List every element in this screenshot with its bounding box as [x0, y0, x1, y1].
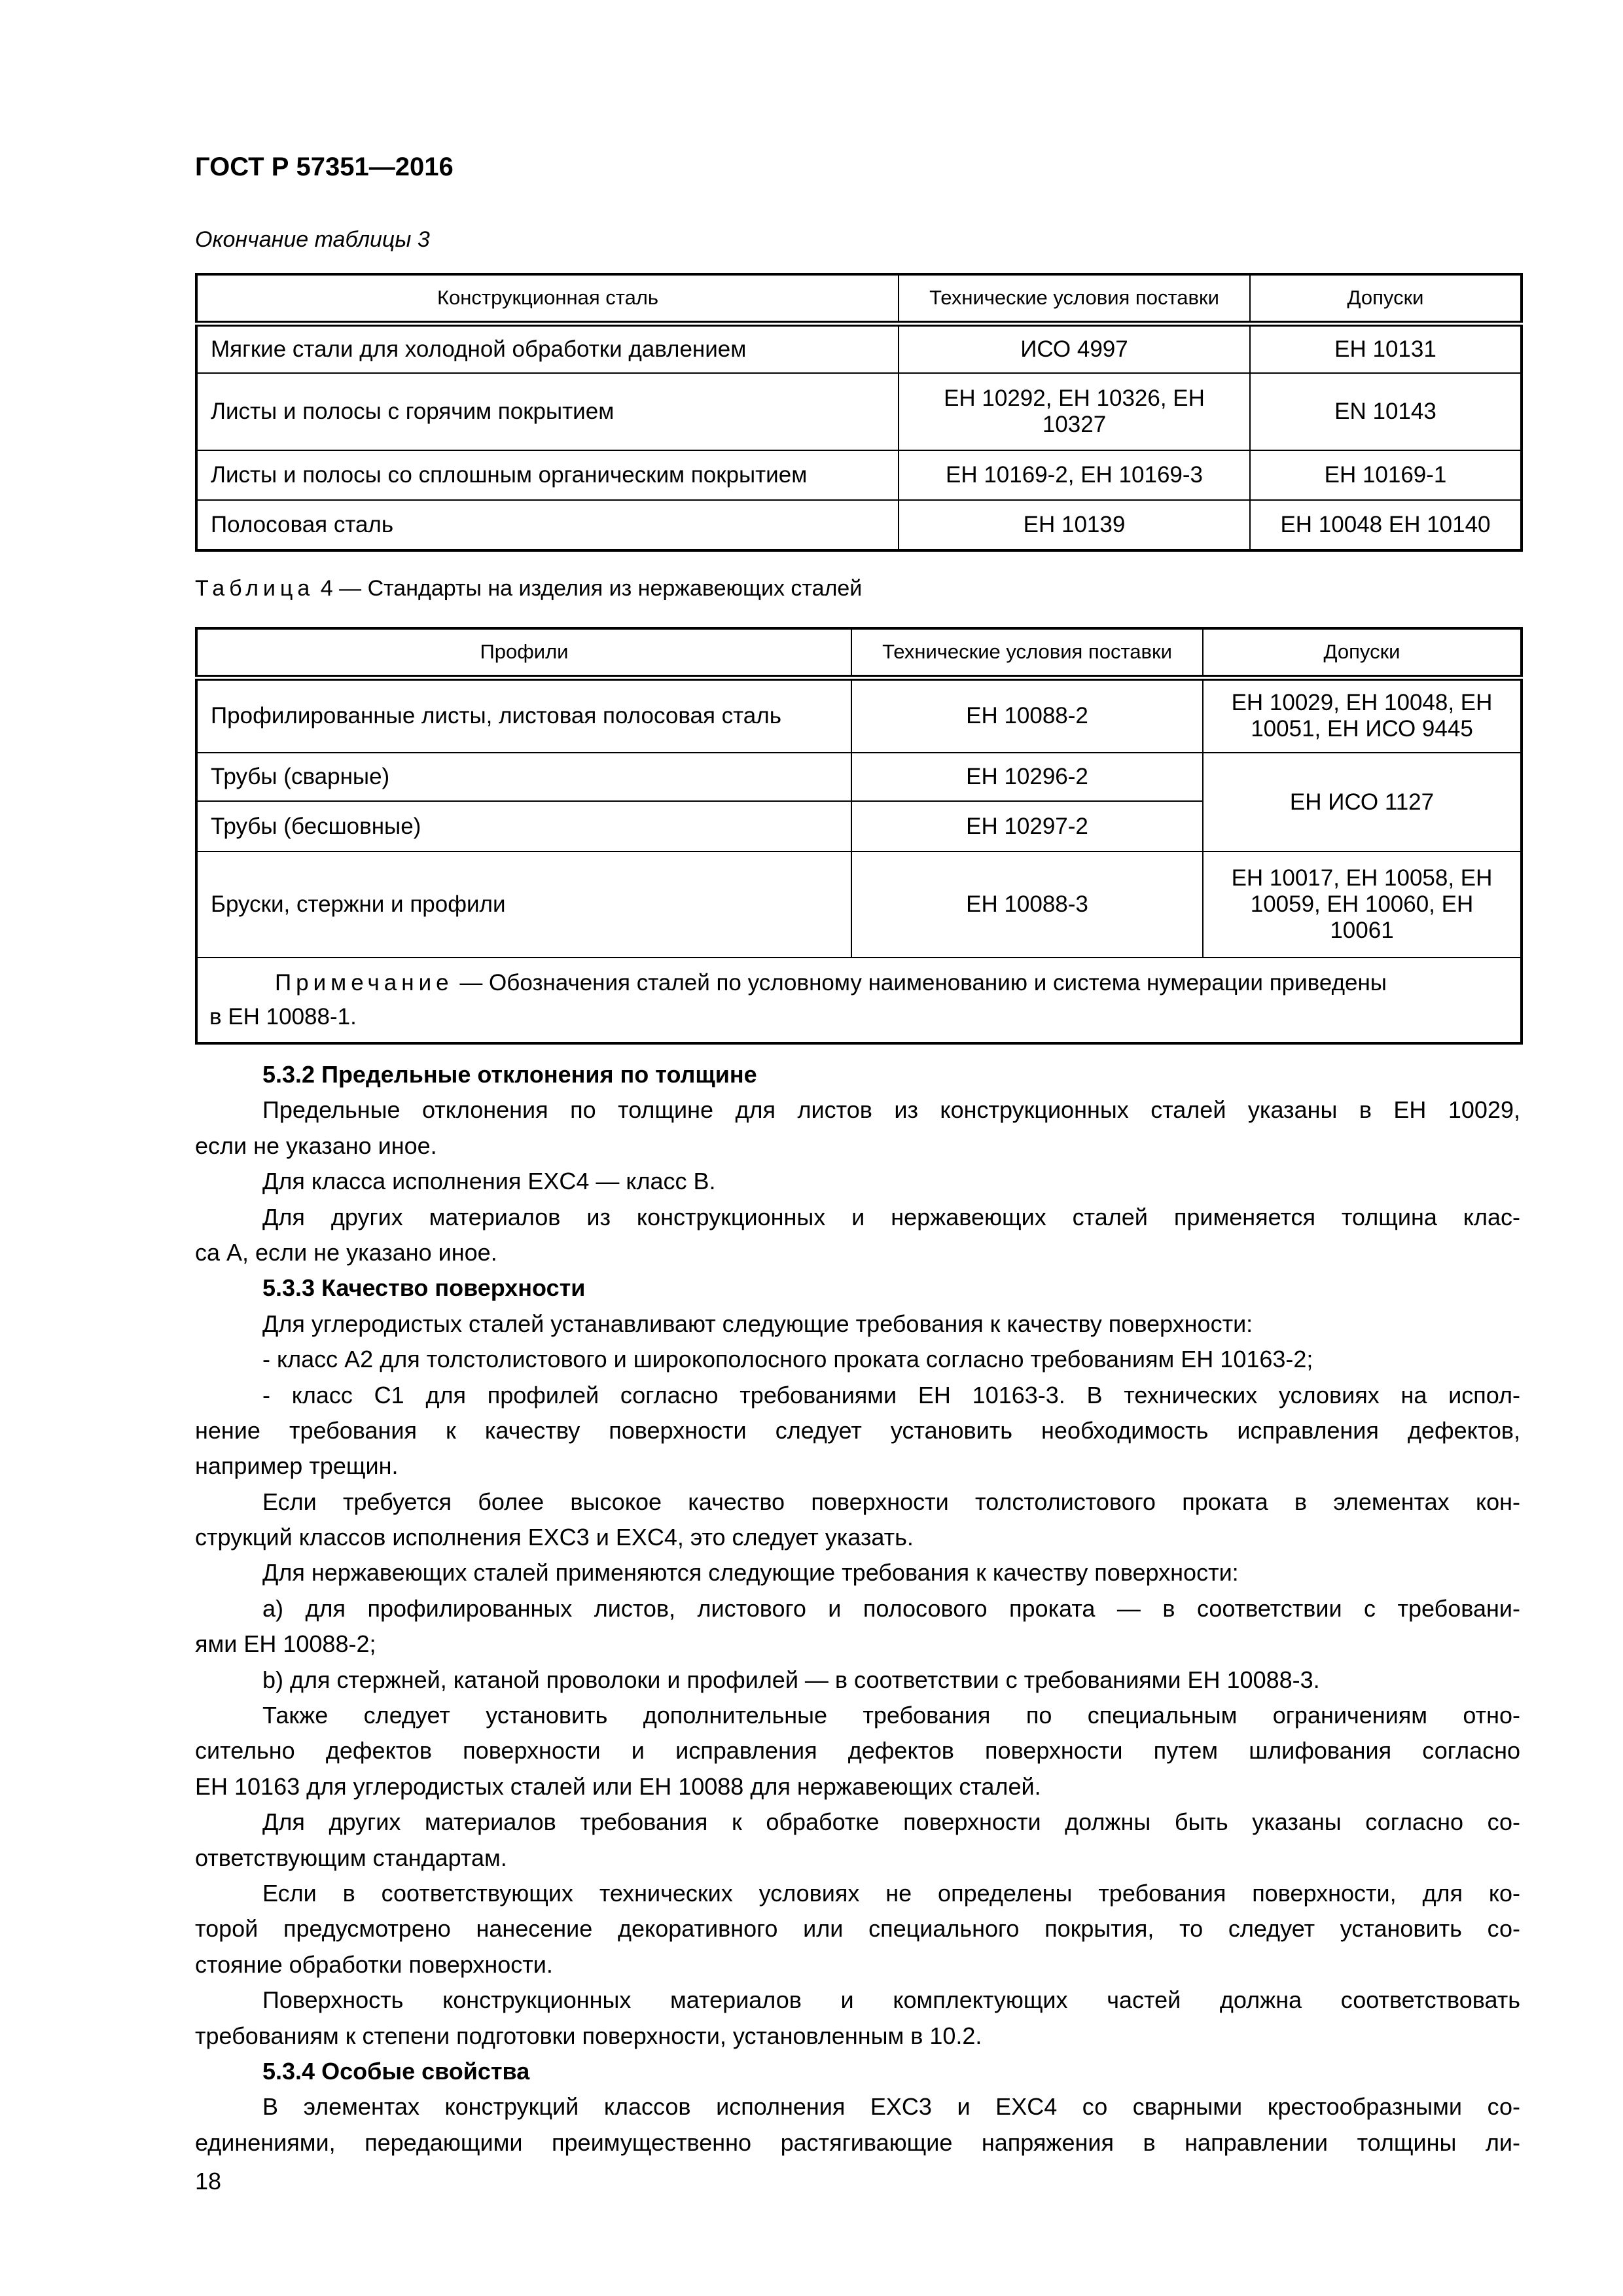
table-cell: ЕН 10048 ЕН 10140	[1250, 500, 1522, 550]
table-cell: ИСО 4997	[899, 323, 1250, 373]
table-note-row	[196, 958, 1522, 1043]
table4-caption-text: 4 — Стандарты на изделия из нержавеющих сталей	[320, 576, 863, 601]
table-cell: Листы и полосы с горячим покрытием	[196, 373, 899, 450]
body-line: торой предусмотрено нанесение декоративного или специального покрытия, то следует установить со-	[195, 1915, 1520, 1943]
table-cell: ЕН 10296-2	[851, 753, 1203, 801]
body-line: Для других материалов из конструкционных и нержавеющих сталей применяется толщина клас-	[262, 1203, 1520, 1230]
body-line: b) для стержней, катаной проволоки и профилей — в соответствии с требованиями ЕН 10088-3.	[262, 1666, 1320, 1693]
body-line: Для углеродистых сталей устанавливают следующие требования к качеству поверхности:	[262, 1310, 1253, 1337]
table-cell: Трубы (бесшовные)	[196, 801, 851, 852]
body-line: Для нержавеющих сталей применяются следующие требования к качеству поверхности:	[262, 1559, 1239, 1587]
column-header: Конструкционная сталь	[196, 274, 899, 323]
table-4	[195, 627, 1523, 1045]
table-cell: ЕН 10169-1	[1250, 450, 1522, 500]
body-line: Если требуется более высокое качество поверхности толстолистового проката в элементах кон-	[262, 1488, 1520, 1515]
table-row	[196, 753, 1522, 801]
column-header: Технические условия поставки	[899, 274, 1250, 323]
body-line: - класс А2 для толстолистового и широкополосного проката согласно требованиям ЕН 10163-2;	[262, 1346, 1313, 1373]
table4-caption-label: Таблица	[195, 576, 315, 601]
table3-caption: Окончание таблицы 3	[195, 227, 430, 252]
section-heading: 5.3.4 Особые свойства	[262, 2057, 530, 2085]
table-cell: EN 10143	[1250, 373, 1522, 450]
table-cell: Полосовая сталь	[196, 500, 899, 550]
table-cell: ЕН 10169-2, ЕН 10169-3	[899, 450, 1250, 500]
body-line: са А, если не указано иное.	[195, 1238, 497, 1266]
body-line: Для других материалов требования к обработке поверхности должны быть указаны согласно со-	[262, 1808, 1520, 1836]
body-line: Если в соответствующих технических условиях не определены требования поверхности, для ко-	[262, 1879, 1520, 1907]
table-cell: ЕН 10297-2	[851, 801, 1203, 852]
table-cell: ЕН 10088-2	[851, 677, 1203, 753]
document-title: ГОСТ Р 57351—2016	[195, 152, 454, 181]
table-cell: ЕН 10131	[1250, 323, 1522, 373]
table-cell: ЕН 10088-3	[851, 852, 1203, 958]
table-cell: ЕН 10029, ЕН 10048, ЕН 10051, ЕН ИСО 9445	[1203, 677, 1522, 753]
page-number: 18	[195, 2168, 222, 2195]
section-heading: 5.3.3 Качество поверхности	[262, 1274, 586, 1302]
table-3	[195, 273, 1523, 552]
table-row	[196, 450, 1522, 500]
body-line: ЕН 10163 для углеродистых сталей или ЕН 10088 для нержавеющих сталей.	[195, 1772, 1041, 1800]
table-note	[196, 958, 1522, 1043]
column-header: Профили	[196, 628, 851, 677]
table-row	[196, 852, 1522, 958]
body-line: если не указано иное.	[195, 1132, 437, 1159]
table-cell: Листы и полосы со сплошным органическим покрытием	[196, 450, 899, 500]
column-header: Допуски	[1250, 274, 1522, 323]
body-text	[195, 1057, 1520, 2161]
table-cell: ЕН 10017, ЕН 10058, ЕН 10059, ЕН 10060, ЕН 10061	[1203, 852, 1522, 958]
body-line: стояние обработки поверхности.	[195, 1950, 553, 1978]
column-header: Допуски	[1203, 628, 1522, 677]
table-cell: Бруски, стержни и профили	[196, 852, 851, 958]
body-line: Предельные отклонения по толщине для листов из конструкционных сталей указаны в ЕН 10029,	[262, 1096, 1520, 1124]
table-row	[196, 677, 1522, 753]
body-line: сительно дефектов поверхности и исправления дефектов поверхности путем шлифования согласно	[195, 1737, 1520, 1765]
body-line: требованиям к степени подготовки поверхности, установленным в 10.2.	[195, 2022, 982, 2049]
table-cell: Трубы (сварные)	[196, 753, 851, 801]
body-line: нение требования к качеству поверхности следует установить необходимость исправления дефектов,	[195, 1416, 1520, 1444]
note-text: — Обозначения сталей по условному наименованию и система нумерации приведены	[453, 970, 1387, 996]
body-line: a) для профилированных листов, листового и полосового проката — в соответствии с требовани-	[262, 1594, 1520, 1622]
table-cell: ЕН 10292, ЕН 10326, ЕН 10327	[899, 373, 1250, 450]
body-line: В элементах конструкций классов исполнения EXC3 и EXC4 со сварными крестообразными со-	[262, 2093, 1520, 2121]
table-header-row	[196, 274, 1522, 323]
body-line: струкций классов исполнения EXC3 и EXC4, это следует указать.	[195, 1524, 914, 1551]
table-cell: Мягкие стали для холодной обработки давлением	[196, 323, 899, 373]
note-label: Примечание	[275, 970, 454, 996]
table-cell: Профилированные листы, листовая полосовая сталь	[196, 677, 851, 753]
table-header-row	[196, 628, 1522, 677]
column-header: Технические условия поставки	[851, 628, 1203, 677]
body-line: - класс С1 для профилей согласно требованиями ЕН 10163-3. В технических условиях на испол-	[262, 1381, 1520, 1408]
table4-caption	[195, 576, 862, 601]
body-line: ями ЕН 10088-2;	[195, 1630, 376, 1658]
section-heading: 5.3.2 Предельные отклонения по толщине	[262, 1061, 757, 1088]
table-row	[196, 323, 1522, 373]
table-cell: ЕН 10139	[899, 500, 1250, 550]
body-line: ответствующим стандартам.	[195, 1844, 507, 1871]
table-cell: ЕН ИСО 1127	[1203, 753, 1522, 852]
body-line: Для класса исполнения EXC4 — класс B.	[262, 1168, 716, 1195]
body-line: единениями, передающими преимущественно растягивающие напряжения в направлении толщины ли-	[195, 2128, 1520, 2156]
note-continuation: в ЕН 10088-1.	[209, 1004, 357, 1030]
body-line: например трещин.	[195, 1452, 399, 1480]
table-row	[196, 373, 1522, 450]
body-line: Также следует установить дополнительные требования по специальным ограничениям отно-	[262, 1702, 1520, 1729]
table-row	[196, 500, 1522, 550]
body-line: Поверхность конструкционных материалов и комплектующих частей должна соответствовать	[262, 1986, 1520, 2014]
